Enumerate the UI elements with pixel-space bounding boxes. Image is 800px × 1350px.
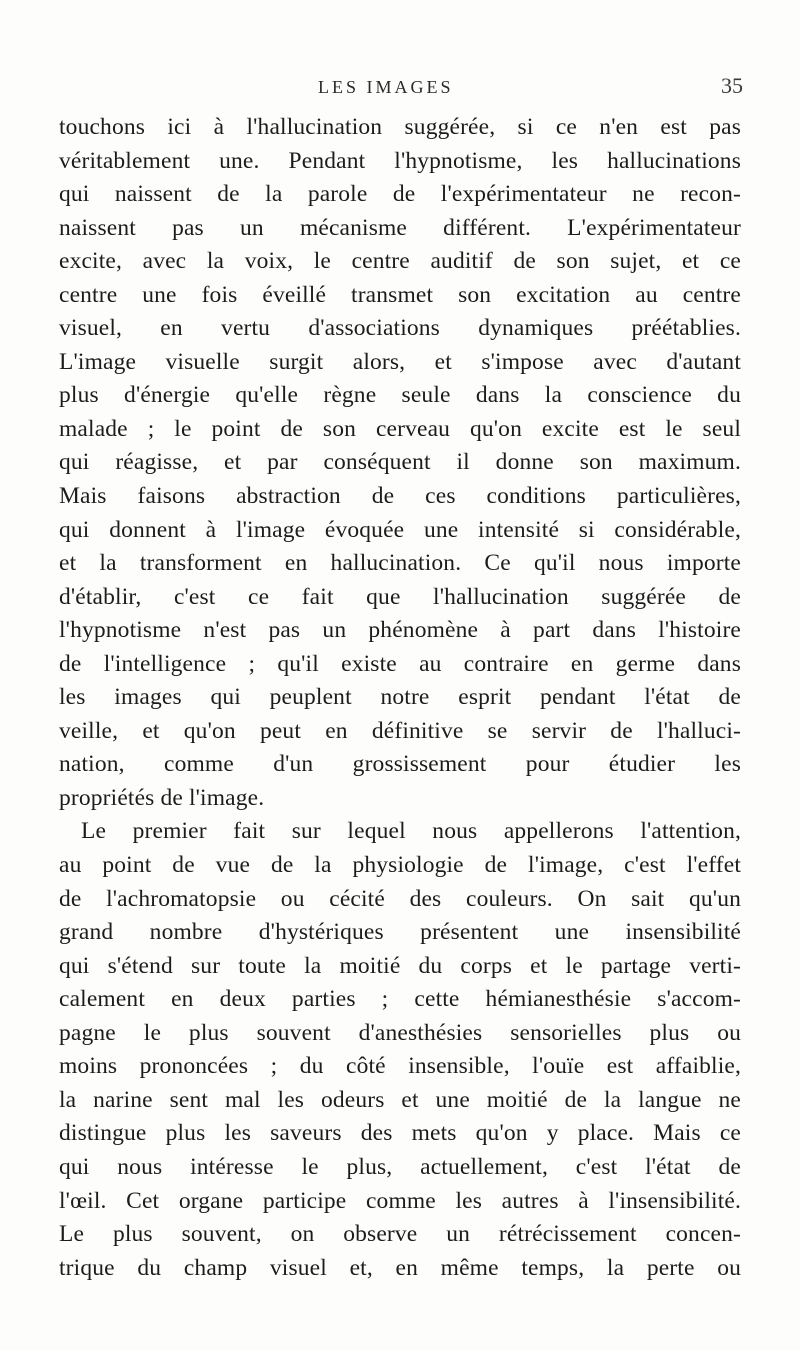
text-line: visuel, en vertu d'associations dynamiques préétablies.	[59, 315, 741, 342]
text-line: moins prononcées ; du côté insensible, l'ouïe est affaiblie,	[59, 1053, 741, 1080]
text-line: la narine sent mal les odeurs et une moitié de la langue ne	[59, 1086, 741, 1113]
text-line: l'œil. Cet organe participe comme les autres à l'insensibilité.	[59, 1187, 741, 1214]
body-text	[59, 111, 741, 1285]
text-line: excite, avec la voix, le centre auditif de son sujet, et ce	[59, 248, 741, 275]
text-line: veille, et qu'on peut en définitive se servir de l'halluci-	[59, 717, 741, 744]
text-line: pagne le plus souvent d'anesthésies sensorielles plus ou	[59, 1019, 741, 1046]
running-head	[0, 73, 800, 107]
text-line: propriétés de l'image.	[59, 784, 265, 811]
text-line: qui réagisse, et par conséquent il donne son maximum.	[59, 449, 741, 476]
text-line: d'établir, c'est ce fait que l'hallucination suggérée de	[59, 583, 741, 610]
text-line: L'image visuelle surgit alors, et s'impose avec d'autant	[59, 348, 741, 375]
text-line: centre une fois éveillé transmet son excitation au centre	[59, 281, 741, 308]
text-line: qui naissent de la parole de l'expérimentateur ne recon-	[59, 181, 741, 208]
text-line: l'hypnotisme n'est pas un phénomène à part dans l'histoire	[59, 617, 741, 644]
text-line: touchons ici à l'hallucination suggérée, si ce n'en est pas	[59, 114, 741, 140]
text-line: les images qui peuplent notre esprit pendant l'état de	[59, 684, 741, 711]
text-line: au point de vue de la physiologie de l'image, c'est l'effet	[59, 852, 741, 879]
text-line: qui s'étend sur toute la moitié du corps et le partage verti-	[59, 952, 741, 979]
running-title: LES IMAGES	[318, 77, 454, 97]
text-line: qui donnent à l'image évoquée une intensité si considérable,	[59, 516, 741, 543]
text-line: véritablement une. Pendant l'hypnotisme, les hallucinations	[59, 147, 741, 174]
text-line: calement en deux parties ; cette hémianesthésie s'accom-	[59, 986, 741, 1013]
text-line: Le premier fait sur lequel nous appellerons l'attention,	[81, 818, 741, 845]
text-line: de l'achromatopsie ou cécité des couleurs. On sait qu'un	[59, 885, 741, 912]
text-line: malade ; le point de son cerveau qu'on excite est le seul	[59, 415, 741, 442]
text-line: trique du champ visuel et, en même temps, la perte ou	[59, 1254, 741, 1281]
page-number: 35	[721, 73, 743, 98]
text-line: naissent pas un mécanisme différent. L'expérimentateur	[59, 214, 741, 241]
text-line: distingue plus les saveurs des mets qu'on y place. Mais ce	[59, 1120, 741, 1147]
text-line: qui nous intéresse le plus, actuellement, c'est l'état de	[59, 1153, 741, 1180]
text-line: de l'intelligence ; qu'il existe au contraire en germe dans	[59, 650, 741, 677]
text-line: nation, comme d'un grossissement pour étudier les	[59, 751, 741, 778]
text-line: Le plus souvent, on observe un rétrécissement concen-	[59, 1221, 741, 1248]
text-line: Mais faisons abstraction de ces conditions particulières,	[59, 483, 741, 510]
text-line: plus d'énergie qu'elle règne seule dans la conscience du	[59, 382, 741, 409]
text-line: et la transforment en hallucination. Ce qu'il nous importe	[59, 550, 741, 577]
text-line: grand nombre d'hystériques présentent une insensibilité	[59, 919, 741, 946]
